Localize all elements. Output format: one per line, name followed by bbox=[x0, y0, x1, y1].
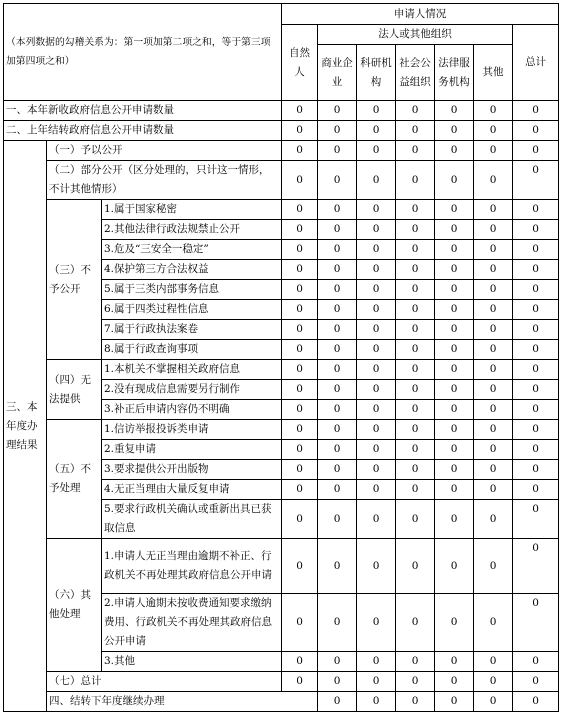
cell-value: 0 bbox=[318, 161, 357, 200]
cell-value: 0 bbox=[282, 200, 318, 220]
item-reconfirm: 5.要求行政机关确认或重新出具已获取信息 bbox=[102, 500, 282, 539]
cell-value: 0 bbox=[357, 220, 396, 240]
table-row bbox=[4, 360, 559, 380]
cell-value: 0 bbox=[435, 220, 474, 240]
cell-value: 0 bbox=[318, 380, 357, 400]
cell-value: 0 bbox=[357, 460, 396, 480]
cell-value: 0 bbox=[357, 360, 396, 380]
cell-value: 0 bbox=[318, 420, 357, 440]
cell-value: 0 bbox=[474, 101, 513, 121]
cell-value: 0 bbox=[435, 380, 474, 400]
cell-value: 0 bbox=[282, 594, 318, 652]
cell-value: 0 bbox=[357, 141, 396, 161]
cell-value: 0 bbox=[513, 460, 559, 480]
cell-value: 0 bbox=[282, 220, 318, 240]
cell-value: 0 bbox=[474, 460, 513, 480]
cell-value: 0 bbox=[357, 240, 396, 260]
cell-value: 0 bbox=[435, 280, 474, 300]
header-legal-service: 法律服务机构 bbox=[435, 45, 474, 101]
cell-value: 0 bbox=[513, 672, 559, 692]
cell-value: 0 bbox=[396, 340, 435, 360]
cell-value: 0 bbox=[282, 360, 318, 380]
cell-value: 0 bbox=[357, 500, 396, 539]
cell-value: 0 bbox=[474, 280, 513, 300]
cell-value: 0 bbox=[435, 420, 474, 440]
cell-value: 0 bbox=[396, 420, 435, 440]
cell-value: 0 bbox=[318, 200, 357, 220]
cell-value: 0 bbox=[282, 420, 318, 440]
cell-value: 0 bbox=[396, 360, 435, 380]
cell-value: 0 bbox=[396, 692, 435, 712]
header-natural: 自然人 bbox=[282, 25, 318, 101]
cell-value: 0 bbox=[318, 141, 357, 161]
cell-value: 0 bbox=[357, 161, 396, 200]
cell-value: 0 bbox=[435, 101, 474, 121]
section-carry-forward: 四、结转下年度继续办理 bbox=[47, 692, 318, 712]
cell-value: 0 bbox=[282, 380, 318, 400]
cell-value: 0 bbox=[357, 420, 396, 440]
cell-value: 0 bbox=[357, 121, 396, 141]
cell-value: 0 bbox=[396, 200, 435, 220]
cell-value: 0 bbox=[282, 539, 318, 594]
cell-value: 0 bbox=[396, 121, 435, 141]
cell-value: 0 bbox=[435, 300, 474, 320]
cell-value: 0 bbox=[282, 320, 318, 340]
group-total: （七）总计 bbox=[47, 672, 282, 692]
cell-value: 0 bbox=[282, 440, 318, 460]
table-row bbox=[4, 692, 559, 712]
cell-value: 0 bbox=[282, 460, 318, 480]
item-mass-repeat: 4.无正当理由大量反复申请 bbox=[102, 480, 282, 500]
section-new-requests: 一、本年新收政府信息公开申请数量 bbox=[4, 101, 282, 121]
cell-value: 0 bbox=[396, 280, 435, 300]
cell-value: 0 bbox=[513, 360, 559, 380]
cell-value: 0 bbox=[318, 360, 357, 380]
cell-value: 0 bbox=[435, 480, 474, 500]
item-repeat: 2.重复申请 bbox=[102, 440, 282, 460]
cell-value: 0 bbox=[513, 440, 559, 460]
cell-value: 0 bbox=[513, 500, 559, 539]
cell-value: 0 bbox=[435, 200, 474, 220]
cell-value: 0 bbox=[282, 480, 318, 500]
cell-value: 0 bbox=[318, 320, 357, 340]
group-not-disclosed: （三）不予公开 bbox=[47, 200, 102, 360]
cell-value: 0 bbox=[396, 440, 435, 460]
cell-value: 0 bbox=[357, 101, 396, 121]
table-row bbox=[4, 141, 559, 161]
item-overdue-supplement: 1.申请人无正当理由逾期不补正、行政机关不再处理其政府信息公开申请 bbox=[102, 539, 282, 594]
item-admin-query: 8.属于行政查询事项 bbox=[102, 340, 282, 360]
cell-value: 0 bbox=[435, 539, 474, 594]
cell-value: 0 bbox=[396, 320, 435, 340]
item-not-held: 1.本机关不掌握相关政府信息 bbox=[102, 360, 282, 380]
cell-value: 0 bbox=[474, 594, 513, 652]
item-petition: 1.信访举报投诉类申请 bbox=[102, 420, 282, 440]
cell-value: 0 bbox=[396, 260, 435, 280]
cell-value: 0 bbox=[282, 280, 318, 300]
cell-value: 0 bbox=[357, 440, 396, 460]
cell-value: 0 bbox=[474, 380, 513, 400]
cell-value: 0 bbox=[513, 240, 559, 260]
cell-value: 0 bbox=[357, 200, 396, 220]
cell-value: 0 bbox=[396, 220, 435, 240]
cell-value: 0 bbox=[513, 692, 559, 712]
cell-value: 0 bbox=[357, 539, 396, 594]
table-row bbox=[4, 101, 559, 121]
cell-value: 0 bbox=[513, 320, 559, 340]
cell-value: 0 bbox=[318, 672, 357, 692]
table-note: （本列数据的勾稽关系为：第一项加第二项之和，等于第三项加第四项之和） bbox=[4, 4, 282, 101]
cell-value: 0 bbox=[474, 672, 513, 692]
cell-value: 0 bbox=[318, 260, 357, 280]
cell-value: 0 bbox=[474, 220, 513, 240]
header-total: 总计 bbox=[513, 25, 559, 101]
cell-value: 0 bbox=[396, 161, 435, 200]
cell-value: 0 bbox=[282, 141, 318, 161]
cell-value: 0 bbox=[435, 260, 474, 280]
item-other: 3.其他 bbox=[102, 652, 282, 672]
table-row bbox=[4, 161, 559, 200]
cell-value: 0 bbox=[435, 121, 474, 141]
group-unable-provide: （四）无法提供 bbox=[47, 360, 102, 420]
cell-value: 0 bbox=[396, 652, 435, 672]
header-social: 社会公益组织 bbox=[396, 45, 435, 101]
header-applicant: 申请人情况 bbox=[282, 4, 559, 25]
cell-value: 0 bbox=[474, 260, 513, 280]
cell-value: 0 bbox=[474, 652, 513, 672]
cell-value: 0 bbox=[357, 594, 396, 652]
cell-value: 0 bbox=[396, 539, 435, 594]
cell-value: 0 bbox=[513, 652, 559, 672]
cell-value: 0 bbox=[474, 200, 513, 220]
cell-value: 0 bbox=[318, 340, 357, 360]
cell-value: 0 bbox=[396, 400, 435, 420]
cell-value: 0 bbox=[513, 539, 559, 594]
cell-value: 0 bbox=[396, 594, 435, 652]
cell-value: 0 bbox=[318, 440, 357, 460]
cell-value: 0 bbox=[282, 121, 318, 141]
cell-value: 0 bbox=[474, 500, 513, 539]
item-law-prohibited: 2.其他法律行政法规禁止公开 bbox=[102, 220, 282, 240]
section-carried-over: 二、上年结转政府信息公开申请数量 bbox=[4, 121, 282, 141]
cell-value: 0 bbox=[396, 672, 435, 692]
gov-info-disclosure-table bbox=[3, 3, 559, 712]
cell-value: 0 bbox=[282, 400, 318, 420]
table-row bbox=[4, 121, 559, 141]
item-unclear-content: 3.补正后申请内容仍不明确 bbox=[102, 400, 282, 420]
cell-value: 0 bbox=[474, 121, 513, 141]
cell-value: 0 bbox=[513, 220, 559, 240]
group-disclosed: （一）予以公开 bbox=[47, 141, 282, 161]
header-research: 科研机构 bbox=[357, 45, 396, 101]
cell-value: 0 bbox=[435, 320, 474, 340]
cell-value: 0 bbox=[282, 652, 318, 672]
cell-value: 0 bbox=[318, 480, 357, 500]
cell-value: 0 bbox=[318, 121, 357, 141]
cell-value: 0 bbox=[318, 300, 357, 320]
cell-value: 0 bbox=[396, 480, 435, 500]
cell-value: 0 bbox=[435, 340, 474, 360]
item-third-party: 4.保护第三方合法权益 bbox=[102, 260, 282, 280]
cell-value: 0 bbox=[282, 260, 318, 280]
cell-value: 0 bbox=[282, 161, 318, 200]
cell-value: 0 bbox=[396, 240, 435, 260]
item-needs-production: 2.没有现成信息需要另行制作 bbox=[102, 380, 282, 400]
group-partial: （二）部分公开（区分处理的，只计这一情形，不计其他情形） bbox=[47, 161, 282, 200]
table-row bbox=[4, 200, 559, 220]
item-process-info: 6.属于四类过程性信息 bbox=[102, 300, 282, 320]
header-other: 其他 bbox=[474, 45, 513, 101]
cell-value: 0 bbox=[396, 460, 435, 480]
cell-value: 0 bbox=[513, 300, 559, 320]
cell-value: 0 bbox=[357, 340, 396, 360]
item-state-secret: 1.属于国家秘密 bbox=[102, 200, 282, 220]
cell-value: 0 bbox=[282, 300, 318, 320]
cell-value: 0 bbox=[318, 101, 357, 121]
table-row bbox=[4, 672, 559, 692]
cell-value: 0 bbox=[435, 400, 474, 420]
cell-value: 0 bbox=[474, 240, 513, 260]
cell-value: 0 bbox=[318, 220, 357, 240]
item-overdue-fee: 2.申请人逾期未按收费通知要求缴纳费用、行政机关不再处理其政府信息公开申请 bbox=[102, 594, 282, 652]
cell-value: 0 bbox=[513, 400, 559, 420]
cell-value: 0 bbox=[513, 161, 559, 200]
cell-value: 0 bbox=[357, 380, 396, 400]
cell-value: 0 bbox=[396, 380, 435, 400]
cell-value: 0 bbox=[474, 692, 513, 712]
cell-value: 0 bbox=[282, 500, 318, 539]
cell-value: 0 bbox=[474, 320, 513, 340]
cell-value: 0 bbox=[435, 652, 474, 672]
cell-value: 0 bbox=[474, 400, 513, 420]
cell-value: 0 bbox=[396, 500, 435, 539]
cell-value: 0 bbox=[396, 101, 435, 121]
cell-value: 0 bbox=[357, 652, 396, 672]
group-not-processed: （五）不予处理 bbox=[47, 420, 102, 539]
table-row bbox=[4, 539, 559, 594]
cell-value: 0 bbox=[396, 141, 435, 161]
cell-value: 0 bbox=[513, 260, 559, 280]
cell-value: 0 bbox=[357, 692, 396, 712]
cell-value: 0 bbox=[357, 280, 396, 300]
cell-value: 0 bbox=[282, 101, 318, 121]
cell-value: 0 bbox=[318, 240, 357, 260]
cell-value: 0 bbox=[435, 692, 474, 712]
cell-value: 0 bbox=[435, 141, 474, 161]
cell-value: 0 bbox=[318, 400, 357, 420]
cell-value: 0 bbox=[282, 340, 318, 360]
cell-value: 0 bbox=[282, 240, 318, 260]
cell-value: 0 bbox=[435, 240, 474, 260]
cell-value: 0 bbox=[357, 672, 396, 692]
cell-value: 0 bbox=[513, 480, 559, 500]
cell-value: 0 bbox=[435, 500, 474, 539]
item-three-security: 3.危及“三安全一稳定” bbox=[102, 240, 282, 260]
cell-value: 0 bbox=[474, 340, 513, 360]
cell-value: 0 bbox=[474, 141, 513, 161]
cell-value: 0 bbox=[513, 280, 559, 300]
cell-value: 0 bbox=[396, 300, 435, 320]
cell-value: 0 bbox=[435, 360, 474, 380]
cell-value: 0 bbox=[435, 594, 474, 652]
cell-value: 0 bbox=[474, 360, 513, 380]
cell-value: 0 bbox=[357, 260, 396, 280]
cell-value: 0 bbox=[513, 101, 559, 121]
cell-value: 0 bbox=[318, 500, 357, 539]
cell-value: 0 bbox=[435, 161, 474, 200]
cell-value: 0 bbox=[435, 672, 474, 692]
cell-value: 0 bbox=[357, 480, 396, 500]
cell-value: 0 bbox=[513, 121, 559, 141]
item-publications: 3.要求提供公开出版物 bbox=[102, 460, 282, 480]
cell-value: 0 bbox=[513, 141, 559, 161]
cell-value: 0 bbox=[513, 380, 559, 400]
cell-value: 0 bbox=[474, 440, 513, 460]
cell-value: 0 bbox=[435, 460, 474, 480]
cell-value: 0 bbox=[318, 460, 357, 480]
cell-value: 0 bbox=[318, 652, 357, 672]
cell-value: 0 bbox=[435, 440, 474, 460]
cell-value: 0 bbox=[474, 539, 513, 594]
cell-value: 0 bbox=[474, 420, 513, 440]
cell-value: 0 bbox=[318, 692, 357, 712]
cell-value: 0 bbox=[513, 200, 559, 220]
cell-value: 0 bbox=[513, 340, 559, 360]
header-commercial: 商业企业 bbox=[318, 45, 357, 101]
cell-value: 0 bbox=[282, 672, 318, 692]
cell-value: 0 bbox=[474, 161, 513, 200]
cell-value: 0 bbox=[357, 400, 396, 420]
group-other-processing: （六）其他处理 bbox=[47, 539, 102, 672]
header-legal-group: 法人或其他组织 bbox=[318, 25, 513, 45]
cell-value: 0 bbox=[357, 300, 396, 320]
cell-value: 0 bbox=[513, 594, 559, 652]
cell-value: 0 bbox=[318, 594, 357, 652]
cell-value: 0 bbox=[357, 320, 396, 340]
cell-value: 0 bbox=[318, 280, 357, 300]
item-internal-affairs: 5.属于三类内部事务信息 bbox=[102, 280, 282, 300]
table-row bbox=[4, 420, 559, 440]
cell-value: 0 bbox=[474, 480, 513, 500]
section-results: 三、本年度办理结果 bbox=[4, 141, 47, 712]
cell-value: 0 bbox=[318, 539, 357, 594]
cell-value: 0 bbox=[513, 420, 559, 440]
item-enforcement-file: 7.属于行政执法案卷 bbox=[102, 320, 282, 340]
cell-value: 0 bbox=[474, 300, 513, 320]
